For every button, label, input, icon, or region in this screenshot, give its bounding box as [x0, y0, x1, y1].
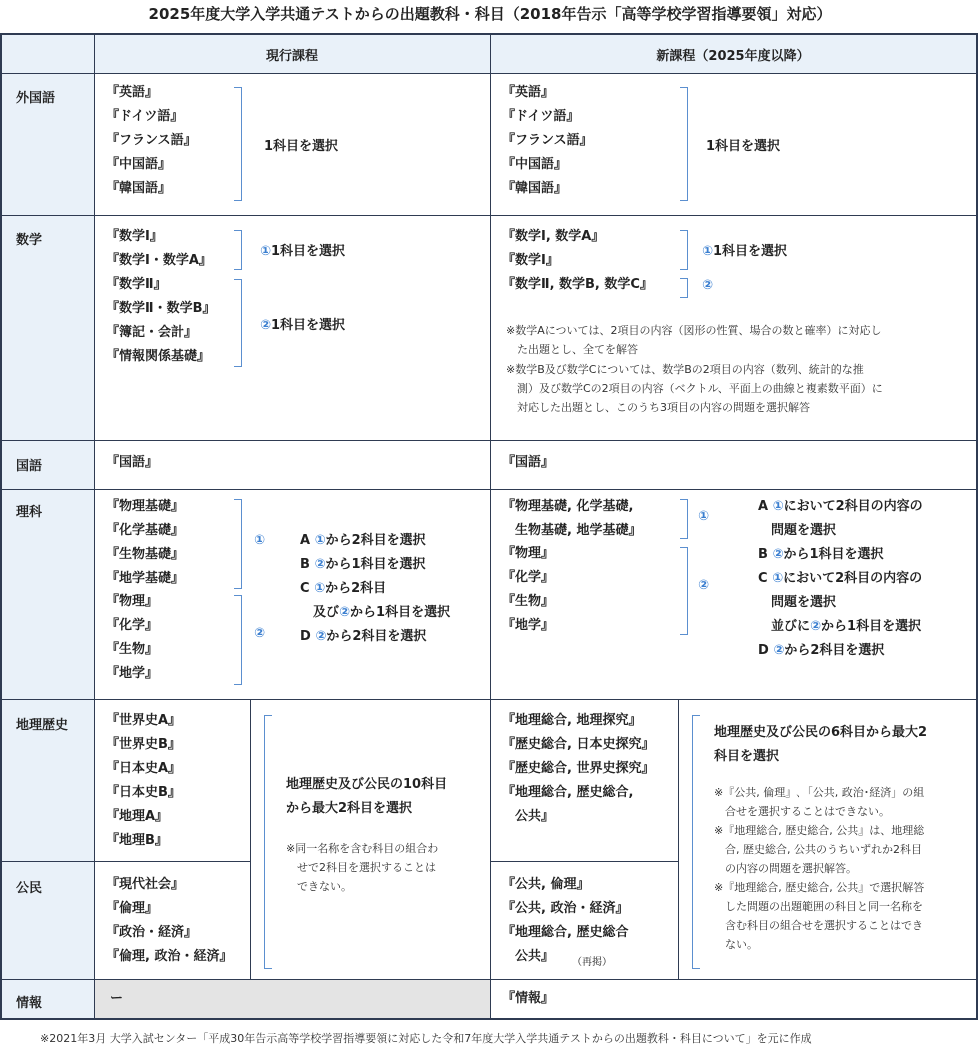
science-current-rule-line — [300, 625, 450, 649]
science-current-group1: 『物理基礎』 『化学基礎』 『生物基礎』 『地学基礎』 — [106, 499, 185, 586]
rule-text: において2科目の内容の — [783, 499, 923, 514]
rule-text: 並びに — [758, 619, 811, 634]
social-new-notes: ※『公共, 倫理』､「公共, 政治･経済」の組 合せを選択することはできない。 ※『地理総合, 歴史総合, 公共』は、地理総 合, 歴史総合, 公共のうちいずれか2科目 の内容の問題を選択解答。 ※『地理総合, 歴史総合, 公共』で選択解答 した問題の出題範囲の科目と同一名称を 含む科目の組合せを選択することはでき ない。 — [714, 786, 925, 951]
row-label-geo-history: 地理歴史 — [16, 718, 69, 733]
circle-number: ② — [314, 557, 326, 572]
circle-number: ② — [772, 547, 784, 562]
science-new-rule-line — [758, 567, 923, 591]
math-new-bracket2 — [680, 278, 688, 298]
rule-text: C — [758, 571, 773, 586]
circle-number-1: ① — [702, 244, 714, 259]
social-current-note: ※同一名称を含む科目の組合わ せで2科目を選択することは できない。 — [286, 842, 439, 893]
info-new: 『情報』 — [502, 991, 555, 1006]
science-new-rules — [758, 495, 923, 663]
circle-number: ② — [315, 629, 327, 644]
math-current-group1: 『数学Ⅰ』 『数学Ⅰ・数学A』 — [106, 229, 212, 268]
geo-history-new: 『地理総合, 地理探究』 『歴史総合, 日本史探究』 『歴史総合, 世界史探究』 『地理総合, 歴史総合, 公共』 — [502, 713, 655, 824]
math-note-1: ※数学Aについては、2項目の内容（図形の性質、場合の数と確率）に対応し た出題とし、全てを解答 — [506, 324, 882, 356]
circle-number: ① — [772, 571, 784, 586]
science-new-group2: 『物理』 『化学』 『生物』 『地学』 — [502, 546, 555, 633]
math-current-rule2-text: 1科目を選択 — [271, 318, 346, 333]
math-current-rule1 — [260, 240, 345, 259]
row-label-foreign: 外国語 — [16, 91, 56, 106]
science-new-rule-line — [758, 543, 923, 567]
social-new-bracket — [692, 715, 700, 969]
row-label-math: 数学 — [16, 233, 43, 248]
row-label-civics: 公民 — [16, 881, 43, 896]
science-new-group2-num: ② — [698, 578, 710, 593]
civics-new-suffix: （再掲） — [572, 957, 612, 968]
science-new-bracket2 — [680, 547, 688, 635]
rule-text: から1科目を選択 — [350, 605, 451, 620]
subjects-table — [0, 33, 978, 1020]
rule-text: 及び — [300, 605, 340, 620]
foreign-current-bracket — [234, 87, 242, 201]
math-current-rule1-text: 1科目を選択 — [271, 244, 346, 259]
rule-text: A — [300, 533, 315, 548]
science-current-rule-line — [300, 529, 450, 553]
math-new-group2-num: ② — [702, 278, 714, 293]
math-new-rule1-text: 1科目を選択 — [713, 244, 788, 259]
science-current-group2: 『物理』 『化学』 『生物』 『地学』 — [106, 594, 159, 681]
rule-text: から2科目を選択 — [326, 629, 427, 644]
civics-new: 『公共, 倫理』 『公共, 政治・経済』 『地理総合, 歴史総合 公共』 — [502, 877, 629, 964]
science-new-rule-line — [758, 495, 923, 519]
rule-text: 問題を選択 — [758, 523, 837, 538]
foreign-current-subjects: 『英語』 『ドイツ語』 『フランス語』 『中国語』 『韓国語』 — [106, 85, 197, 196]
math-current-rule2 — [260, 314, 345, 333]
rule-text: B — [758, 547, 773, 562]
foreign-new-bracket — [680, 87, 688, 201]
rule-text: B — [300, 557, 315, 572]
science-new-rule-line — [758, 519, 923, 543]
japanese-current: 『国語』 — [106, 455, 159, 470]
math-current-group2: 『数学Ⅱ』 『数学Ⅱ・数学B』 『簿記・会計』 『情報関係基礎』 — [106, 277, 216, 364]
social-current-rule: 地理歴史及び公民の10科目 から最大2科目を選択 — [286, 777, 448, 816]
science-current-rule-line — [300, 553, 450, 577]
science-new-bracket1 — [680, 499, 688, 539]
science-current-bracket2 — [234, 595, 242, 685]
row-label-science: 理科 — [16, 505, 43, 520]
rule-text: D — [300, 629, 316, 644]
rule-text: から1科目を選択 — [783, 547, 884, 562]
circle-number: ① — [314, 581, 326, 596]
foreign-new-rule: 1科目を選択 — [706, 139, 781, 154]
science-new-rule-line — [758, 639, 923, 663]
page-title: 2025年度大学入学共通テストからの出題教科・科目（2018年告示「高等学校学習指導要領」対応） — [148, 5, 832, 23]
social-current-bracket — [264, 715, 272, 969]
header-new: 新課程（2025年度以降） — [656, 49, 810, 64]
math-current-bracket2 — [234, 279, 242, 367]
science-current-bracket1 — [234, 499, 242, 589]
circle-number: ② — [773, 643, 785, 658]
math-current-bracket1 — [234, 230, 242, 270]
science-current-rule-line — [300, 577, 450, 601]
row-label-info: 情報 — [16, 996, 43, 1011]
rule-text: から2科目 — [325, 581, 387, 596]
japanese-new: 『国語』 — [502, 455, 555, 470]
rule-text: D — [758, 643, 774, 658]
science-current-group1-num: ① — [254, 533, 266, 548]
rule-text: A — [758, 499, 773, 514]
math-note-2: ※数学B及び数学Cについては、数学Bの2項目の内容（数列、統計的な推 測）及び数学Cの2項目の内容（ベクトル、平面上の曲線と複素数平面）に 対応した出題とし、このうち3項目の内容の問題を選択解答 — [506, 363, 883, 414]
circle-number: ① — [314, 533, 326, 548]
circle-number: ① — [772, 499, 784, 514]
circle-number: ② — [810, 619, 822, 634]
rule-text: において2科目の内容の — [783, 571, 923, 586]
footer-note: ※2021年3月 大学入試センター「平成30年告示高等学校学習指導要領に対応した令和7年度大学入学共通テストからの出題教科・科目について」を元に作成 — [40, 1032, 812, 1045]
info-current: ー — [110, 991, 124, 1006]
row-label-japanese: 国語 — [16, 459, 43, 474]
civics-current: 『現代社会』 『倫理』 『政治・経済』 『倫理, 政治・経済』 — [106, 877, 233, 964]
rule-text: から2科目を選択 — [784, 643, 885, 658]
math-new-rule1 — [702, 240, 787, 259]
math-new-bracket1 — [680, 230, 688, 270]
rule-text: から1科目を選択 — [325, 557, 426, 572]
circle-number: ② — [339, 605, 351, 620]
geo-history-current: 『世界史A』 『世界史B』 『日本史A』 『日本史B』 『地理A』 『地理B』 — [106, 713, 182, 848]
rule-text: C — [300, 581, 315, 596]
science-new-rule-line — [758, 591, 923, 615]
science-current-rule-line — [300, 601, 450, 625]
rule-text: から1科目を選択 — [821, 619, 922, 634]
rule-text: 問題を選択 — [758, 595, 837, 610]
rule-text: から2科目を選択 — [325, 533, 426, 548]
math-new-group2: 『数学Ⅱ, 数学B, 数学C』 — [502, 277, 653, 292]
science-new-group1-num: ① — [698, 509, 710, 524]
info-current-bg — [95, 979, 490, 1018]
social-new-rule: 地理歴史及び公民の6科目から最大2 科目を選択 — [714, 725, 928, 764]
math-new-group1: 『数学Ⅰ, 数学A』 『数学Ⅰ』 — [502, 229, 605, 268]
science-current-group2-num: ② — [254, 626, 266, 641]
foreign-new-subjects: 『英語』 『ドイツ語』 『フランス語』 『中国語』 『韓国語』 — [502, 85, 593, 196]
foreign-current-rule: 1科目を選択 — [264, 139, 339, 154]
science-new-group1: 『物理基礎, 化学基礎, 生物基礎, 地学基礎』 — [502, 499, 642, 538]
circle-number-1: ① — [260, 244, 272, 259]
science-current-rules — [300, 529, 450, 649]
header-current: 現行課程 — [265, 49, 318, 64]
science-new-rule-line — [758, 615, 923, 639]
circle-number-2: ② — [260, 318, 272, 333]
